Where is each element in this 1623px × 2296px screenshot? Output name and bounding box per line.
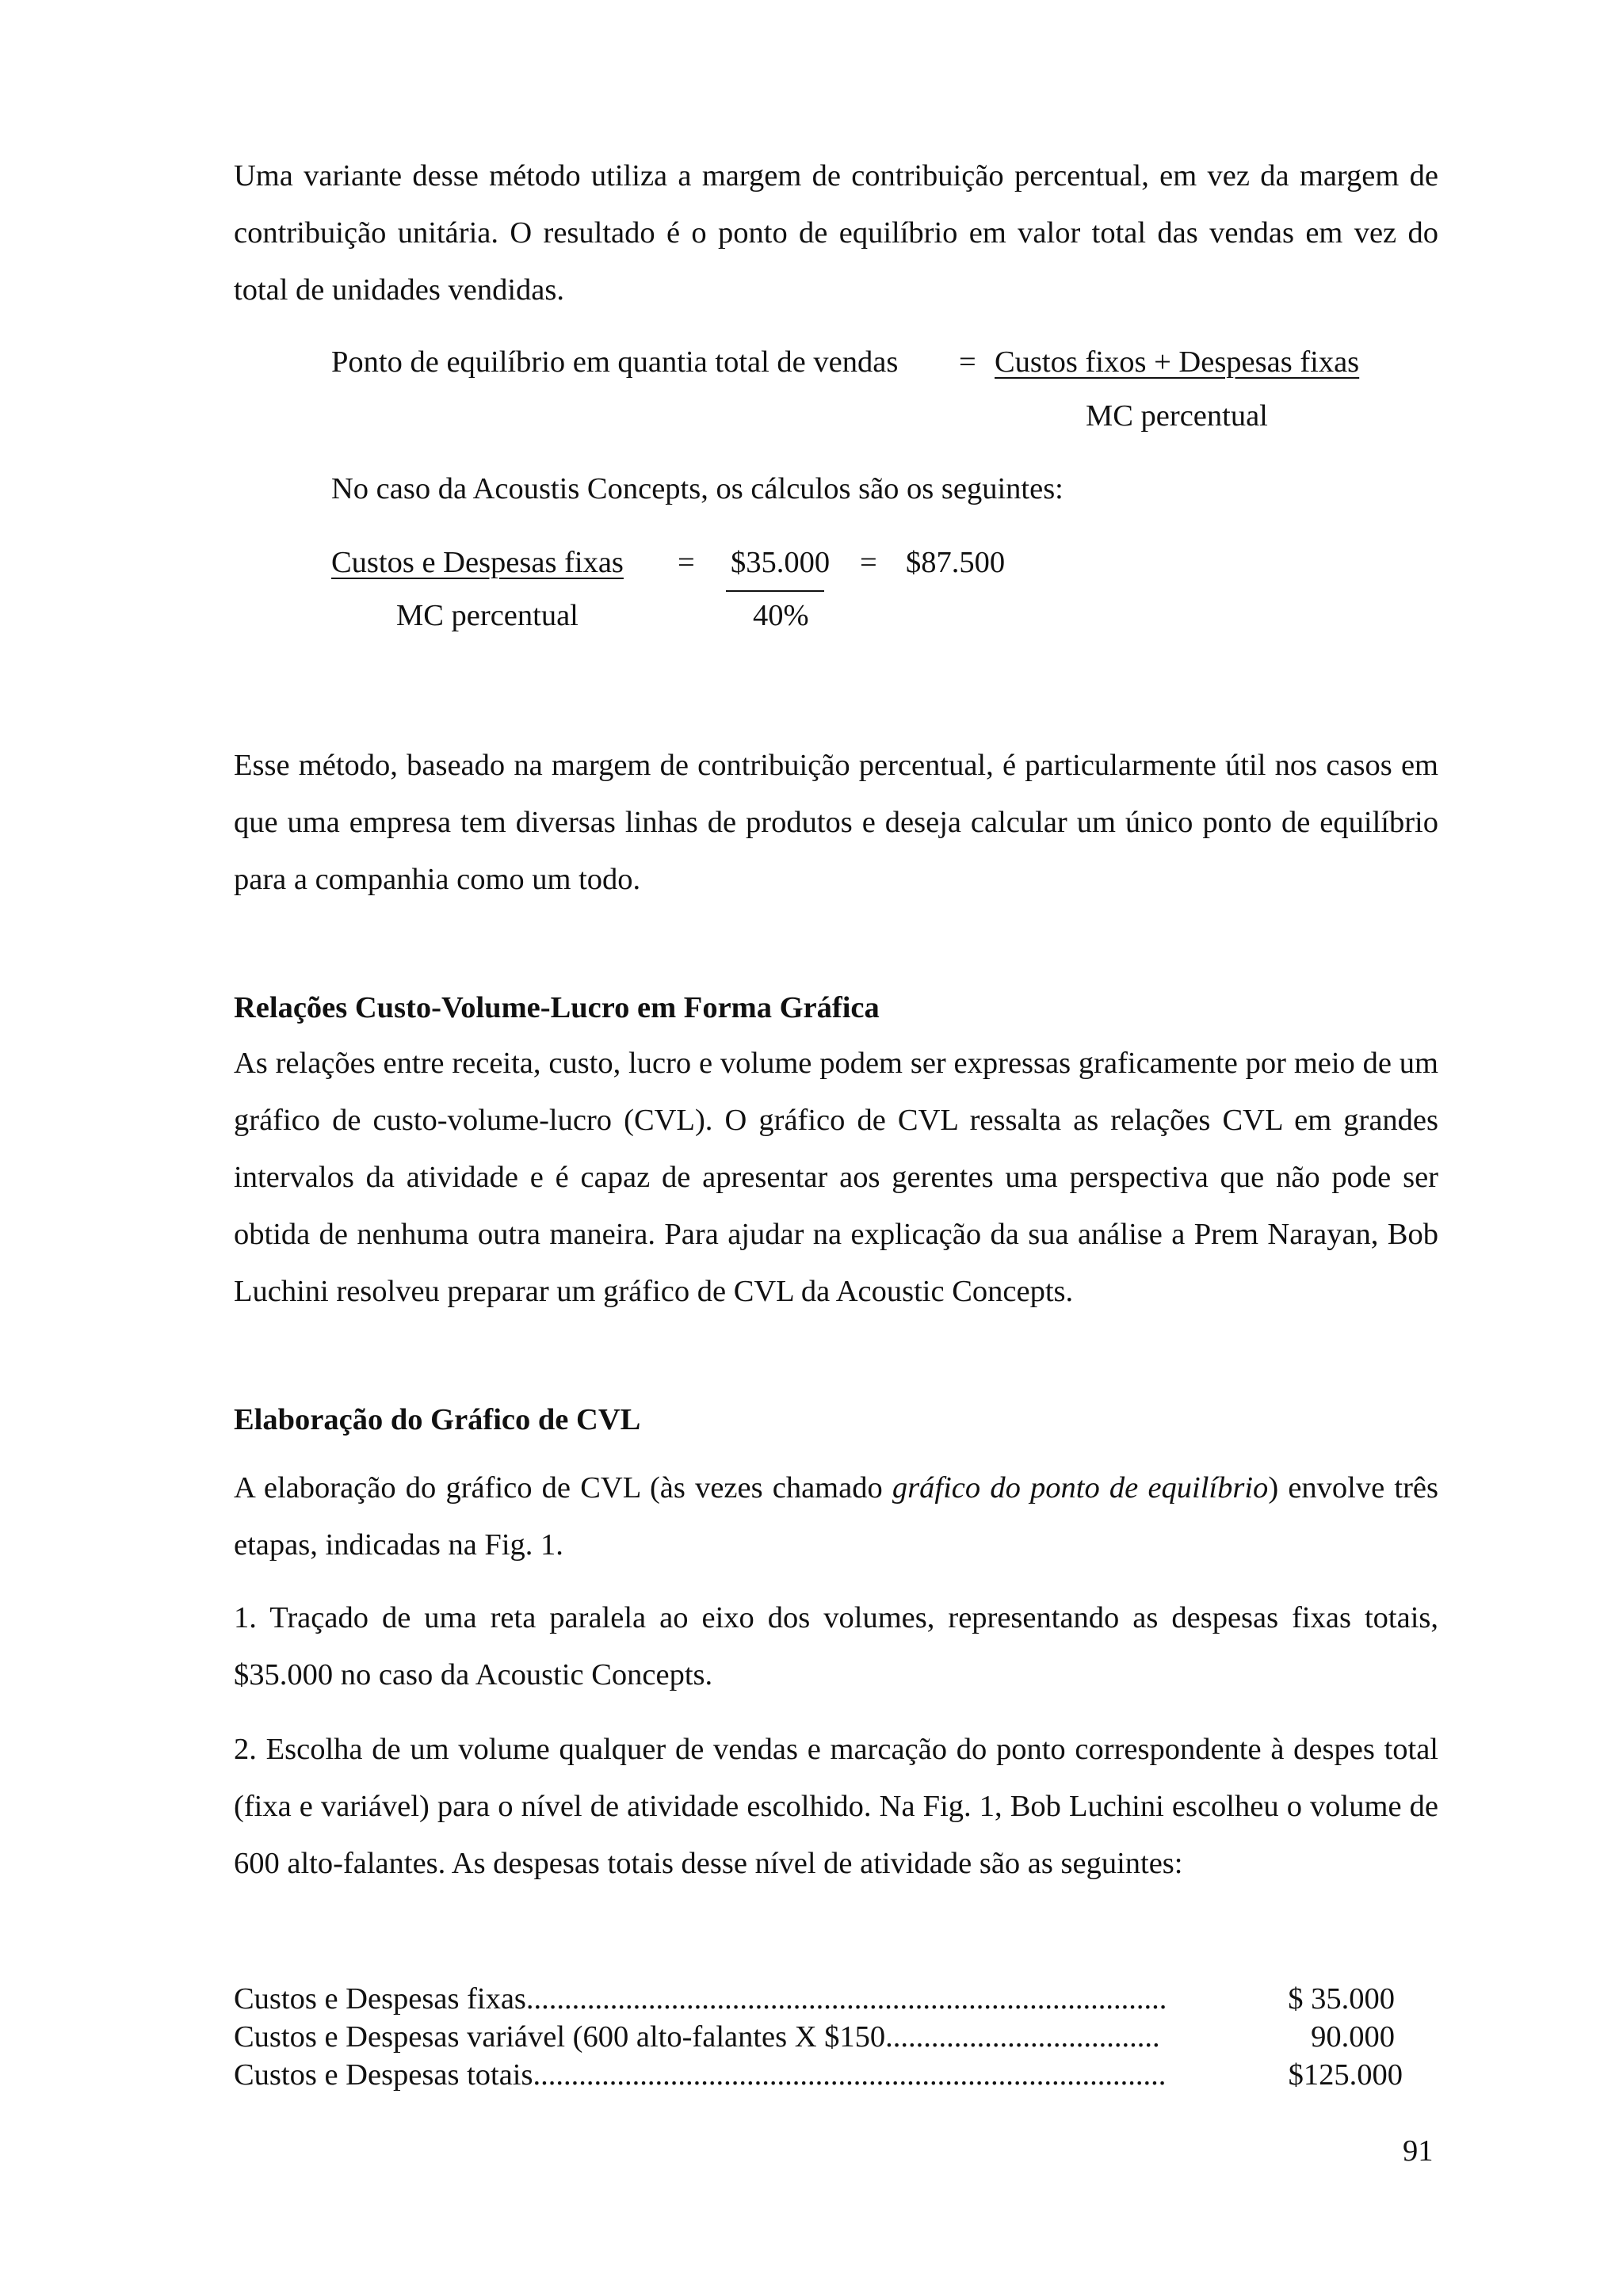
cost-label: Custos e Despesas variável (600 alto-falantes X $150.................................... (234, 2020, 1160, 2054)
section2-paragraph-italic: gráfico do ponto de equilíbrio (892, 1471, 1269, 1505)
section2-paragraph (234, 1459, 1438, 1573)
cost-row (234, 1979, 1407, 2019)
section-heading-cvl-elaboration: Elaboração do Gráfico de CVL (234, 1403, 641, 1436)
cost-label: Custos e Despesas totais................................................................................... (234, 2058, 1167, 2092)
formula2-equals1: = (678, 546, 695, 579)
cost-value: $ 35.000 (1288, 1982, 1395, 2016)
case-intro: No caso da Acoustis Concepts, os cálculos são os seguintes: (331, 472, 1064, 505)
formula2-numerator-label: Custos e Despesas fixas (331, 546, 624, 579)
fraction-bar (726, 590, 824, 592)
formula2-result: $87.500 (906, 546, 1006, 579)
cost-value: 90.000 (1311, 2020, 1395, 2054)
intro-paragraph: Uma variante desse método utiliza a margem de contribuição percentual, em vez da margem de contribuição unitária. O resultado é o ponto de equilíbrio em valor total das vendas em vez do total de unidades vendidas. (234, 159, 1438, 307)
section-heading-cvl-graphic: Relações Custo-Volume-Lucro em Forma Gráfica (234, 991, 880, 1024)
formula2-numerator-value: $35.000 (731, 546, 831, 579)
page-number: 91 (1403, 2134, 1434, 2168)
formula1-numerator: Custos fixos + Despesas fixas (995, 345, 1360, 379)
formula2-equals2: = (860, 546, 877, 579)
cost-label: Custos e Despesas fixas.................................................................................... (234, 1982, 1167, 2016)
cost-row (234, 2017, 1407, 2057)
formula1-denominator: MC percentual (1086, 399, 1268, 433)
cost-row (234, 2055, 1407, 2095)
section2-paragraph-text-b: ) envolve três etapas, indicadas na Fig. 1. (234, 1471, 1438, 1562)
formula2-denominator-label: MC percentual (396, 599, 579, 632)
formula2-denominator-value: 40% (753, 599, 809, 632)
method-paragraph: Esse método, baseado na margem de contribuição percentual, é particularmente útil nos casos em que uma empresa tem diversas linhas de produtos e deseja calcular um único ponto de equilíbrio para a companhia como um todo. (234, 749, 1438, 896)
formula1-equals: = (959, 345, 976, 379)
step-1: 1. Traçado de uma reta paralela ao eixo dos volumes, representando as despesas fixas totais, $35.000 no caso da Acoustic Concepts. (234, 1601, 1438, 1691)
section2-paragraph-text-a: A elaboração do gráfico de CVL (às vezes chamado (234, 1471, 892, 1505)
step-2: 2. Escolha de um volume qualquer de vendas e marcação do ponto correspondente à despes total (fixa e variável) para o nível de atividade escolhido. Na Fig. 1, Bob Luchini escolheu o volume de 600 alto-falantes. As despesas totais desse nível de atividade são as seguintes: (234, 1733, 1438, 1880)
formula1-left: Ponto de equilíbrio em quantia total de vendas (331, 345, 899, 379)
section1-paragraph: As relações entre receita, custo, lucro e volume podem ser expressas graficamente por meio de um gráfico de custo-volume-lucro (CVL). O gráfico de CVL ressalta as relações CVL em grandes intervalos da atividade e é capaz de apresentar aos gerentes uma perspectiva que não pode ser obtida de nenhuma outra maneira. Para ajudar na explicação da sua análise a Prem Narayan, Bob Luchini resolveu preparar um gráfico de CVL da Acoustic Concepts. (234, 1047, 1438, 1308)
cost-value: $125.000 (1288, 2058, 1403, 2092)
